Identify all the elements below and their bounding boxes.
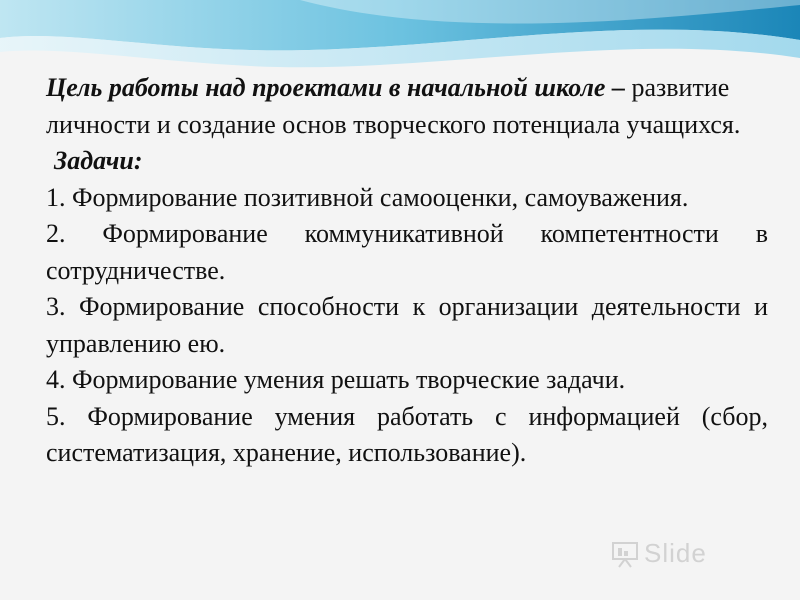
goal-text: развитие личности и создание основ творческого потенциала учащихся. xyxy=(46,73,741,139)
presentation-board-icon xyxy=(610,539,640,569)
task-item-1: 1. Формирование позитивной самооценки, самоуважения. xyxy=(46,182,689,212)
watermark-text: Slide xyxy=(644,538,707,568)
slide-content xyxy=(46,70,768,472)
task-item-4: 4. Формирование умения решать творческие задачи. xyxy=(46,365,626,394)
task-item-2: 2. Формирование коммуникативной компетентности в сотрудничестве. xyxy=(46,219,768,285)
tasks-title: Задачи: xyxy=(54,146,143,175)
goal-paragraph xyxy=(46,70,768,143)
goal-title: Цель работы над проектами в начальной школе – xyxy=(46,73,625,102)
watermark xyxy=(610,538,707,569)
task-item-3: 3. Формирование способности к организации деятельности и управлению ею. xyxy=(46,292,768,358)
task-item-5: 5. Формирование умения работать с информацией (сбор, систематизация, хранение, использование). xyxy=(46,401,768,467)
